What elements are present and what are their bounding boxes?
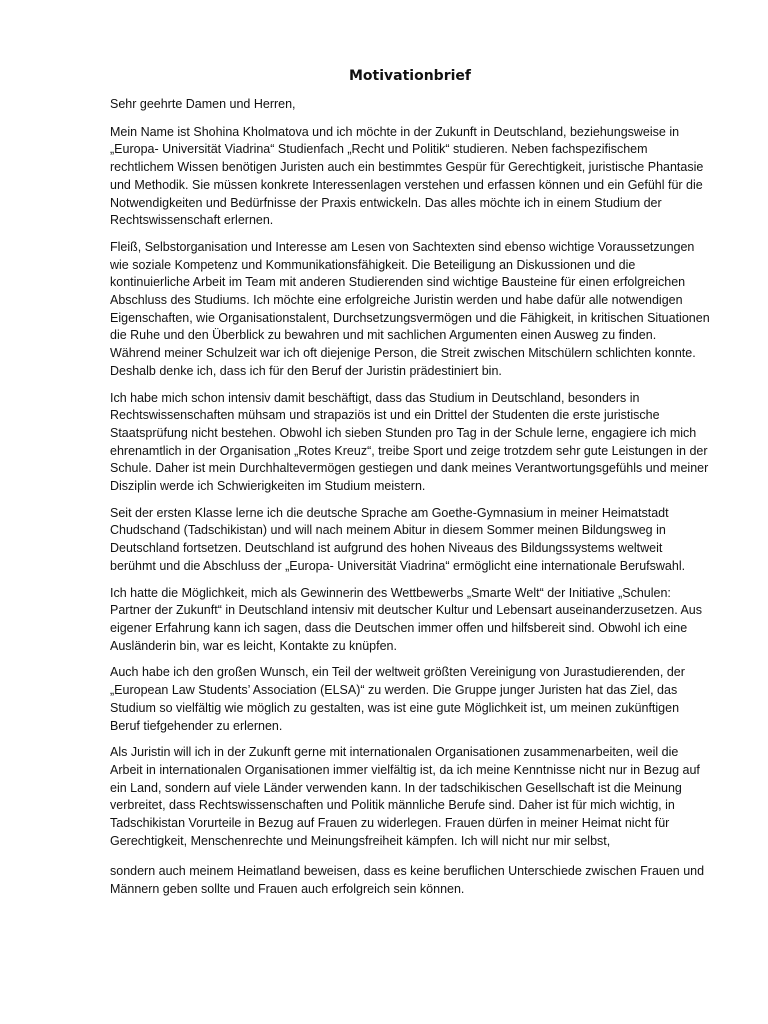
paragraph-competition: Ich hatte die Möglichkeit, mich als Gewinnerin des Wettbewerbs „Smarte Welt“ der Initiative „Schulen: Partner der Zukunft“ in Deutschland intensiv mit deutscher Kultur und Lebensart auseinanderzusetzen. Aus eigener Erfahrung kann ich sagen, dass die Deutschen immer offen und hilfsbereit sind. Obwohl ich eine Ausländerin bin, war es leicht, Kontakte zu knüpfen. [110,585,703,653]
paragraph-elsa: Auch habe ich den großen Wunsch, ein Teil der weltweit größten Vereinigung von Jurastudierenden, der „European Law Students’ Association (ELSA)“ zu werden. Die Gruppe junger Juristen hat das Ziel, das Studium so vielfältig wie möglich zu gestalten, was ist eine gute Möglichkeit ist, um meinen zukünftigen Beruf tiefgehender zu erlernen. [110,665,685,733]
paragraph-career-goals: Als Juristin will ich in der Zukunft gerne mit internationalen Organisationen zusammenarbeiten, weil die Arbeit in internationalen Organisationen immer vielfältig ist, da ich meine Kenntnisse nicht nur in Bezug auf ein Land, sondern auf viele Länder verwenden kann. In der tadschikischen Gesellschaft ist die Meinung verbreitet, dass Rechtswissenschaften und Politik männliche Berufe sind. Daher ist für mich wichtig, in Tadschikistan Vorurteile in Bezug auf Frauen zu widerlegen. Frauen dürfen in meiner Heimat nicht für Gerechtigkeit, Menschenrechte und Meinungsfreiheit kämpfen. Ich will nicht nur mir selbst, [110,745,700,848]
paragraph-skills: Fleiß, Selbstorganisation und Interesse am Lesen von Sachtexten sind ebenso wichtige Voraussetzungen wie soziale Kompetenz und Kommunikationsfähigkeit. Die Beteiligung an Diskussionen und die kontinuierliche Arbeit im Team mit anderen Studierenden sind wichtige Bausteine für einen erfolgreichen Abschluss des Studiums. Ich möchte eine erfolgreiche Juristin werden und habe dafür alle notwendigen Eigenschaften, wie Organisationstalent, Durchsetzungsvermögen und die Fähigkeit, in kritischen Situationen die Ruhe und den Überblick zu bewahren und mit sachlichen Argumenten einen Ausweg zu finden. Während meiner Schulzeit war ich oft diejenige Person, die Streit zwischen Mitschülern schlichten konnte. Deshalb denke ich, dass ich für den Beruf der Juristin prädestiniert bin. [110,239,710,378]
salutation: Sehr geehrte Damen und Herren, [110,97,296,111]
paragraph-intro: Mein Name ist Shohina Kholmatova und ich möchte in der Zukunft in Deutschland, beziehungsweise in „Europa- Universität Viadrina“ Studienfach „Recht und Politik“ studieren. Neben fachspezifischem rechtlichem Wissen benötigen Juristen auch ein bestimmtes Gespür für Gerechtigkeit, juristische Phantasie und Methodik. Sie müssen konkrete Interessenlagen verstehen und erfassen können und ein Gefühl für die Notwendigkeiten und Bedürfnisse der Praxis entwickeln. Das alles möchte ich in einem Studium der Rechtswissenschaft erlernen. [110,124,704,228]
letter-page [110,66,710,908]
paragraph-closing: sondern auch meinem Heimatland beweisen, dass es keine beruflichen Unterschiede zwischen Frauen und Männern geben sollte und Frauen auch erfolgreich sein können. [110,864,705,897]
paragraph-german-language: Seit der ersten Klasse lerne ich die deutsche Sprache am Goethe-Gymnasium in meiner Heimatstadt Chudschand (Tadschikistan) und will nach meinem Abitur in diesem Sommer meinen Bildungsweg in Deutschland fortsetzen. Deutschland ist aufgrund des hohen Niveaus des Bildungssystems weltweit berühmt und die Abschluss der „Europa- Universität Viadrina“ ermöglicht eine internationale Berufswahl. [110,505,686,573]
paragraph-dedication: Ich habe mich schon intensiv damit beschäftigt, dass das Studium in Deutschland, besonders in Rechtswissenschaften mühsam und strapaziös ist und ein Drittel der Studenten die erste juristische Staatsprüfung nicht bestehen. Obwohl ich sieben Stunden pro Tag in der Schule lerne, engagiere ich mich ehrenamtlich in der Organisation „Rotes Kreuz“, treibe Sport und zeige trotzdem sehr gute Leistungen in der Schule. Daher ist mein Durchhaltevermögen gestiegen und dank meines Verantwortungsgefühls und meiner Disziplin werde ich Schwierigkeiten im Studium meistern. [110,390,709,494]
letter-title: Motivationbrief [348,68,471,84]
